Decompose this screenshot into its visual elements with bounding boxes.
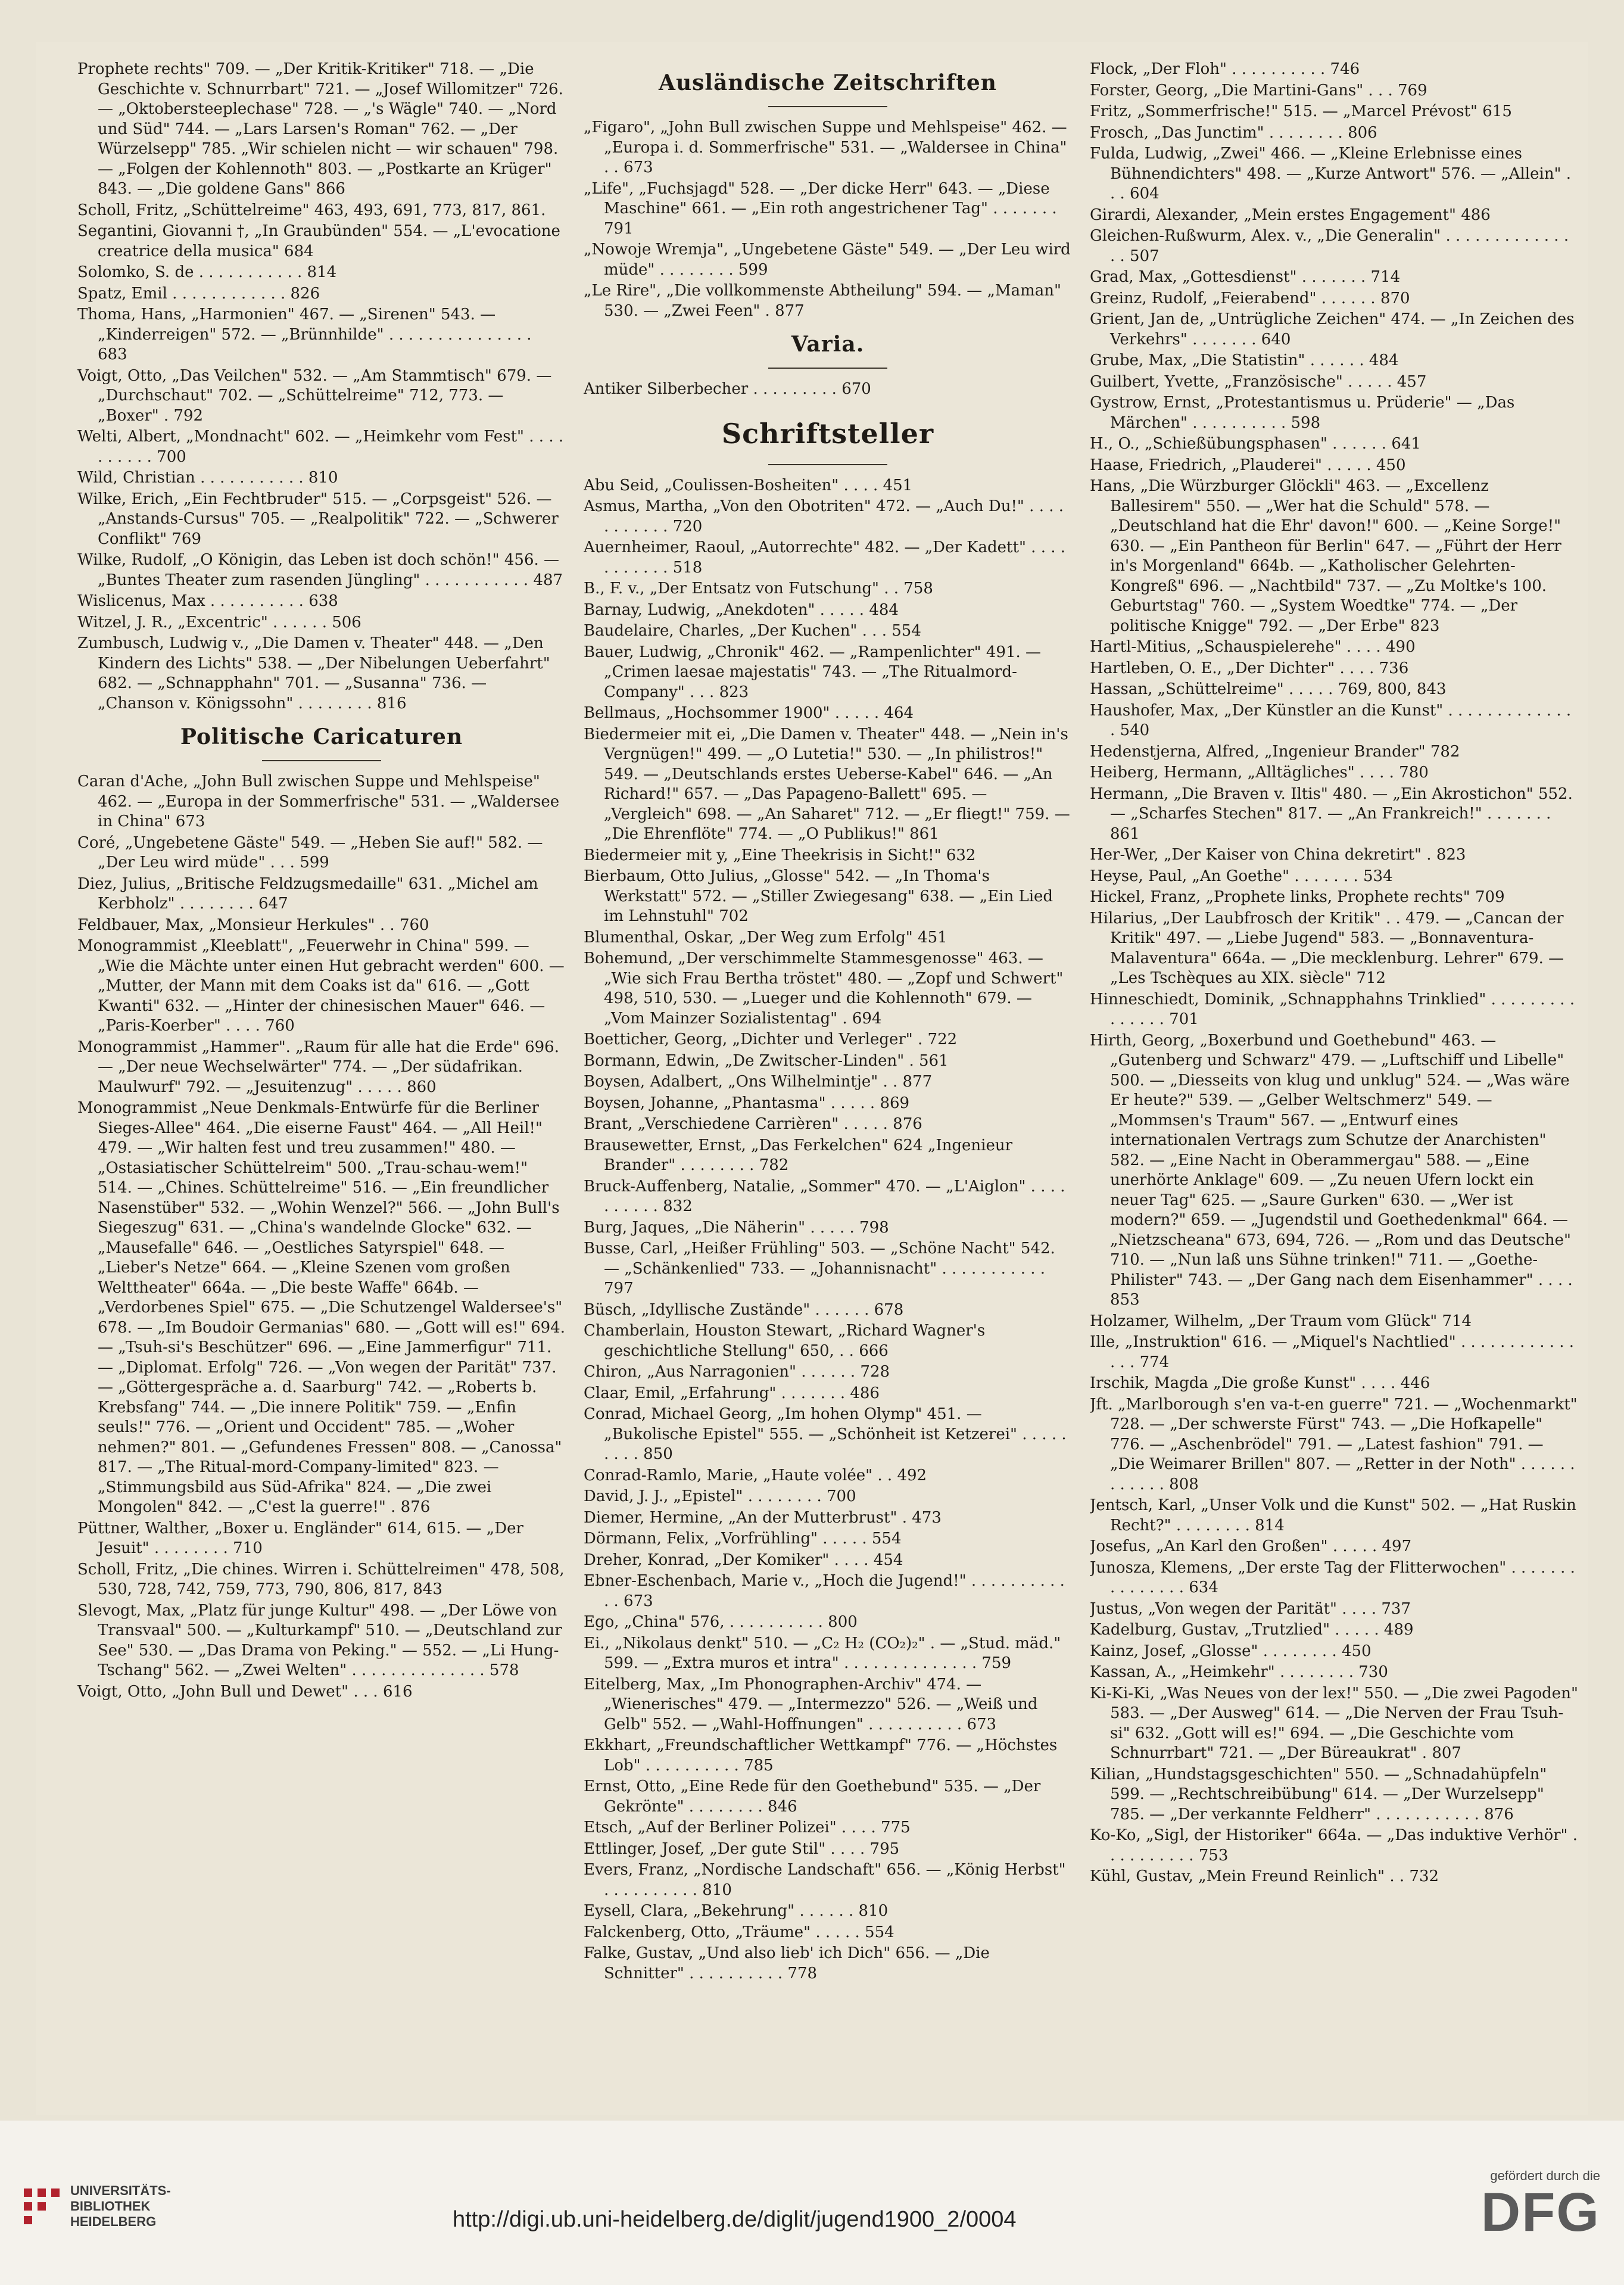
index-entry: Greinz, Rudolf, „Feierabend" . . . . . . 870 bbox=[1090, 289, 1410, 307]
index-entry: Holzamer, Wilhelm, „Der Traum vom Glück" 714 bbox=[1090, 1312, 1472, 1330]
section-heading: Varia. bbox=[791, 332, 865, 357]
section-rule bbox=[768, 368, 887, 369]
index-entry: Boysen, Adalbert, „Ons Wilhelmintje" . . 877 bbox=[584, 1073, 933, 1091]
index-entry: Feldbauer, Max, „Monsieur Herkules" . . 760 bbox=[77, 916, 429, 934]
index-entry: Irschik, Magda „Die große Kunst" . . . . 446 bbox=[1090, 1374, 1430, 1392]
index-entry: Büsch, „Idyllische Zustände" . . . . . . 678 bbox=[584, 1300, 904, 1319]
index-entry: Brant, „Verschiedene Carrièren" . . . . . 876 bbox=[584, 1115, 922, 1133]
index-entry: Grient, Jan de, „Untrügliche Zeichen" 474. — „In Zeichen des Verkehrs" . . . . . . . 640 bbox=[1090, 310, 1575, 348]
index-entry: Hinneschiedt, Dominik, „Schnapphahns Trinklied" . . . . . . . . . . . . . . . 701 bbox=[1090, 990, 1575, 1028]
index-entry: Evers, Franz, „Nordische Landschaft" 656. — „König Herbst" . . . . . . . . . . 810 bbox=[584, 1861, 1066, 1899]
index-entry: Falckenberg, Otto, „Träume" . . . . . 554 bbox=[584, 1923, 894, 1941]
index-entry: Conrad-Ramlo, Marie, „Haute volée" . . 492 bbox=[584, 1466, 927, 1484]
index-entry: Diemer, Hermine, „An der Mutterbrust" . 473 bbox=[584, 1508, 942, 1527]
index-entry: Heyse, Paul, „An Goethe" . . . . . . . 534 bbox=[1090, 867, 1393, 885]
index-entry: Grube, Max, „Die Statistin" . . . . . . 484 bbox=[1090, 351, 1399, 369]
index-entry: Hassan, „Schüttelreime" . . . . . 769, 800, 843 bbox=[1090, 680, 1447, 698]
index-entry: Thoma, Hans, „Harmonien" 467. — „Sirenen" 543. — „Kinderreigen" 572. — „Brünnhilde" . . . . . . . . . . . . . . . 683 bbox=[77, 306, 532, 363]
index-entry: Haushofer, Max, „Der Künstler an die Kunst" . . . . . . . . . . . . . . 540 bbox=[1090, 701, 1572, 739]
index-entry: „Life", „Fuchsjagd" 528. — „Der dicke Herr" 643. — „Diese Maschine" 661. — „Ein roth angestrichener Tag" . . . . . . . 791 bbox=[584, 179, 1057, 238]
index-entry: Bormann, Edwin, „De Zwitscher-Linden" . 561 bbox=[584, 1051, 949, 1070]
index-entry: Josefus, „An Karl den Großen" . . . . . 497 bbox=[1090, 1537, 1412, 1555]
index-entry: Justus, „Von wegen der Parität" . . . . 737 bbox=[1090, 1599, 1411, 1618]
index-entry: Slevogt, Max, „Platz für junge Kultur" 498. — „Der Löwe von Transvaal" 500. — „Kulturkampf" 510. — „Deutschland zur See" 530. — „Das Drama von Peking." — 552. — „Li Hung-Tschang" 562. — „Zwei Welten" . . . . . . . . . . . . . . 578 bbox=[77, 1601, 562, 1679]
index-entry: Eitelberg, Max, „Im Phonographen-Archiv" 474. — „Wienerisches" 479. — „Intermezzo" 526. — „Weiß und Gelb" 552. — „Wahl-Hoffnungen" . . . . . . . . . . 673 bbox=[584, 1675, 1038, 1733]
index-entry: Boetticher, Georg, „Dichter und Verleger" . 722 bbox=[584, 1031, 958, 1048]
index-entry: Flock, „Der Floh" . . . . . . . . . . 746 bbox=[1090, 60, 1360, 78]
index-entry: Girardi, Alexander, „Mein erstes Engagement" 486 bbox=[1090, 206, 1491, 224]
section-heading: Politische Caricaturen bbox=[180, 724, 463, 749]
index-entry: B., F. v., „Der Entsatz von Futschung" . . 758 bbox=[584, 580, 933, 597]
index-entry: Bauer, Ludwig, „Chronik" 462. — „Rampenlichter" 491. — „Crimen laesae majestatis" 743. — „The Ritualmord-Company" . . . 823 bbox=[584, 643, 1042, 701]
index-entry: Hilarius, „Der Laubfrosch der Kritik" . . 479. — „Cancan der Kritik" 497. — „Liebe Jugend" 583. — „Bonnaventura-Malaventura" 664a. — „Die mecklenburg. Lehrer" 679. — „Les Tschèques au XIX. siècle" 712 bbox=[1090, 909, 1564, 987]
index-entry: Jentsch, Karl, „Unser Volk und die Kunst" 502. — „Hat Ruskin Recht?" . . . . . . . . 814 bbox=[1090, 1496, 1576, 1534]
viewer-footer bbox=[0, 2121, 1624, 2285]
index-entry: David, J. J., „Epistel" . . . . . . . . 700 bbox=[584, 1487, 856, 1505]
index-entry: Fritz, „Sommerfrische!" 515. — „Marcel Prévost" 615 bbox=[1090, 102, 1512, 120]
index-entry: Dreher, Konrad, „Der Komiker" . . . . 454 bbox=[584, 1551, 903, 1569]
index-entry: Blumenthal, Oskar, „Der Weg zum Erfolg" 451 bbox=[584, 928, 947, 947]
index-entry: Witzel, J. R., „Excentric" . . . . . . 506 bbox=[77, 613, 361, 631]
index-entry: Burg, Jaques, „Die Näherin" . . . . . 798 bbox=[584, 1218, 889, 1237]
index-entry: Bruck-Auffenberg, Natalie, „Sommer" 470. — „L'Aiglon" . . . . . . . . . . 832 bbox=[584, 1177, 1065, 1215]
index-entry: Spatz, Emil . . . . . . . . . . . . 826 bbox=[77, 284, 320, 303]
permalink-url[interactable]: http://digi.ub.uni-heidelberg.de/diglit/jugend1900_2/0004 bbox=[453, 2207, 1017, 2232]
column-3 bbox=[1090, 60, 1578, 2115]
index-entry: Guilbert, Yvette, „Französische" . . . . . 457 bbox=[1090, 372, 1427, 391]
section-rule bbox=[768, 106, 887, 107]
index-entry: Ille, „Instruktion" 616. — „Miquel's Nachtlied" . . . . . . . . . . . . . . . 774 bbox=[1090, 1333, 1575, 1371]
index-entry: Ei., „Nikolaus denkt" 510. — „C₂ H₂ (CO₂)₂" . — „Stud. mäd." 599. — „Extra muros et intra" . . . . . . . . . . . . . . 759 bbox=[584, 1634, 1061, 1672]
index-entry: Eysell, Clara, „Bekehrung" . . . . . . 810 bbox=[584, 1902, 889, 1920]
index-entry: Ernst, Otto, „Eine Rede für den Goethebund" 535. — „Der Gekrönte" . . . . . . . . 846 bbox=[584, 1777, 1041, 1816]
index-entry: Ettlinger, Josef, „Der gute Stil" . . . . 795 bbox=[584, 1839, 900, 1858]
index-entry: Welti, Albert, „Mondnacht" 602. — „Heimkehr vom Fest" . . . . . . . . . . 700 bbox=[77, 428, 564, 466]
index-entry: H., O., „Schießübungsphasen" . . . . . . 641 bbox=[1090, 435, 1421, 453]
index-entry: Frosch, „Das Junctim" . . . . . . . . 806 bbox=[1090, 123, 1377, 142]
index-entry: Diez, Julius, „Britische Feldzugsmedaille" 631. „Michel am Kerbholz" . . . . . . . . 647 bbox=[77, 874, 538, 913]
index-entry: Brausewetter, Ernst, „Das Ferkelchen" 624 „Ingenieur Brander" . . . . . . . . 782 bbox=[584, 1136, 1013, 1174]
index-entry: Antiker Silberbecher . . . . . . . . . 670 bbox=[584, 380, 871, 398]
index-entry: Hirth, Georg, „Boxerbund und Goethebund" 463. — „Gutenberg und Schwarz" 479. — „Luftschiff und Libelle" 500. — „Diesseits von klug und unklug" 524. — „Was wäre Er heute?" 539. — „Gelber Weltschmerz" 549. — „Mommsen's Traum" 567. — „Entwurf eines internationalen Vertrags zum Schutze der Anarchisten" 582. — „Eine Nacht in Oberammergau" 588. — „Eine unerhörte Anklage" 609. — „Zu neuen Ufern lockt ein neuer Tag" 625. — „Saure Gurken" 630. — „Wer ist modern?" 659. — „Jugendstil und Goethedenkmal" 664. — „Nietzscheana" 673, 694, 726. — „Rom und das Deutsche" 710. — „Nun laß uns Sühne trinken!" 711. — „Goethe-Philister" 743. — „Der Gang nach dem Eisenhammer" . . . . 853 bbox=[1090, 1031, 1573, 1309]
index-entry: Wild, Christian . . . . . . . . . . . 810 bbox=[77, 469, 338, 487]
scanned-page bbox=[36, 42, 1588, 2115]
index-entry: Monogrammist „Neue Denkmals-Entwürfe für die Berliner Sieges-Allee" 464. „Die eiserne Faust" 464. — „All Heil!" 479. — „Wir halten fest und treu zusammen!" 480. — „Ostasiatischer Schüttelreim" 500. „Trau-schau-wem!" 514. — „Chines. Schüttelreime" 516. — „Ein freundlicher Nasenstüber" 532. — „Wohin Wenzel?" 566. — „John Bull's Siegeszug" 631. — „China's wandelnde Glocke" 632. — „Mausefalle" 646. — „Oestliches Satyrspiel" 648. — „Lieber's Netze" 664. — „Kleine Szenen vom großen Welttheater" 664a. — „Die beste Waffe" 664b. — „Verdorbenes Spiel" 675. — „Die Schutzengel Waldersee's" 678. — „Im Boudoir Germanias" 680. — „Gott will es!" 694. — „Tsuh-si's Beschützer" 696. — „Eine Jammerfigur" 711. — „Diplomat. Erfolg" 726. — „Von wegen der Parität" 737. — „Göttergespräche a. d. Saarburg" 742. — „Roberts b. Krebsfang" 744. — „Die innere Politik" 759. — „Enfin seuls!" 776. — „Orient und Occident" 785. — „Woher nehmen?" 801. — „Gefundenes Fressen" 808. — „Canossa" 817. — „The Ritual-mord-Company-limited" 823. — „Stimmungsbild aus Süd-Afrika" 824. — „Die zwei Mongolen" 842. — „C'est la guerre!" . 876 bbox=[77, 1099, 565, 1516]
column-1 bbox=[77, 60, 566, 2115]
index-entry: Biedermeier mit y, „Eine Theekrisis in Sicht!" 632 bbox=[584, 846, 976, 864]
index-entry: Solomko, S. de . . . . . . . . . . . 814 bbox=[77, 263, 337, 281]
index-entry: Busse, Carl, „Heißer Frühling" 503. — „Schöne Nacht" 542. — „Schänkenlied" 733. — „Johannisnacht" . . . . . . . . . . . 797 bbox=[584, 1240, 1055, 1297]
index-entry: Caran d'Ache, „John Bull zwischen Suppe und Mehlspeise" 462. — „Europa in der Sommerfrische" 531. — „Waldersee in China" 673 bbox=[77, 773, 560, 830]
index-entry: „Le Rire", „Die vollkommenste Abtheilung" 594. — „Maman" 530. — „Zwei Feen" . 877 bbox=[584, 282, 1061, 320]
index-entry: Bellmaus, „Hochsommer 1900" . . . . . 464 bbox=[584, 704, 914, 722]
index-entry: Biedermeier mit ei, „Die Damen v. Theater" 448. — „Nein in's Vergnügen!" 499. — „O Lutetia!" 530. — „In philistros!" 549. — „Deutschlands erstes Ueberse-Kabel" 646. — „An Richard!" 657. — „Das Papageno-Ballett" 695. — „Vergleich" 698. — „An Saharet" 712. — „Er fliegt!" 759. — „Die Ehrenflöte" 774. — „O Publikus!" 861 bbox=[584, 725, 1070, 843]
index-entry: Asmus, Martha, „Von den Obotriten" 472. — „Auch Du!" . . . . . . . . . . . 720 bbox=[584, 497, 1064, 536]
index-entry: Coré, „Ungebetene Gäste" 549. — „Heben Sie auf!" 582. — „Der Leu wird müde" . . . 599 bbox=[77, 833, 543, 871]
index-entry: Barnay, Ludwig, „Anekdoten" . . . . . 484 bbox=[584, 600, 899, 619]
index-entry: Zumbusch, Ludwig v., „Die Damen v. Theater" 448. — „Den Kindern des Lichts" 538. — „Der Nibelungen Ueberfahrt" 682. — „Schnapphahn" 701. — „Susanna" 736. — „Chanson v. Königssohn" . . . . . . . . 816 bbox=[77, 634, 550, 712]
index-entry: Falke, Gustav, „Und also lieb' ich Dich" 656. — „Die Schnitter" . . . . . . . . . . 778 bbox=[584, 1944, 990, 1982]
index-entry: Abu Seid, „Coulissen-Bosheiten" . . . . 451 bbox=[584, 476, 913, 494]
section-heading: Ausländische Zeitschriften bbox=[659, 70, 997, 95]
index-entry: Claar, Emil, „Erfahrung" . . . . . . . 486 bbox=[584, 1384, 880, 1402]
index-entry: Dörmann, Felix, „Vorfrühling" . . . . . 554 bbox=[584, 1530, 902, 1548]
index-entry: Bohemund, „Der verschimmelte Stammesgenosse" 463. — „Wie sich Frau Bertha tröstet" 480. — „Zopf und Schwert" 498, 510, 530. — „Lueger und die Kohlennoth" 679. — „Vom Mainzer Sozialistentag" . 694 bbox=[584, 950, 1064, 1028]
index-entry: Grad, Max, „Gottesdienst" . . . . . . . 714 bbox=[1090, 268, 1401, 286]
index-entry: Ebner-Eschenbach, Marie v., „Hoch die Jugend!" . . . . . . . . . . . . 673 bbox=[584, 1572, 1065, 1610]
index-entry: Ko-Ko, „Sigl, der Historiker" 664a. — „Das induktive Verhör" . . . . . . . . . . 753 bbox=[1090, 1826, 1578, 1864]
index-entry: Kainz, Josef, „Glosse" . . . . . . . . 450 bbox=[1090, 1642, 1371, 1660]
section-heading: Schriftsteller bbox=[721, 417, 934, 450]
index-entry: Kilian, „Hundstagsgeschichten" 550. — „Schnadahüpfeln" 599. — „Rechtschreibübung" 614. — „Der Wurzelsepp" 785. — „Der verkannte Feldherr" . . . . . . . . . . . 876 bbox=[1090, 1765, 1547, 1823]
index-entry: Ekkhart, „Freundschaftlicher Wettkampf" 776. — „Höchstes Lob" . . . . . . . . . . 785 bbox=[584, 1736, 1058, 1775]
index-entry: Hartleben, O. E., „Der Dichter" . . . . 736 bbox=[1090, 659, 1409, 677]
index-entry: Chamberlain, Houston Stewart, „Richard Wagner's geschichtliche Stellung" 650, . . 666 bbox=[584, 1322, 986, 1360]
index-entry: Prophete rechts" 709. — „Der Kritik-Kritiker" 718. — „Die Geschichte v. Schnurrbart" 721. — „Josef Willomitzer" 726. — „Oktobersteeplechase" 728. — „'s Wägle" 740. — „Nord und Süd" 744. — „Lars Larsen's Roman" 762. — „Der Würzelsepp" 785. „Wir schielen nicht — wir schauen" 798. — „Folgen der Kohlennoth" 803. — „Postkarte an Krüger" 843. — „Die goldene Gans" 866 bbox=[77, 60, 563, 198]
index-entry: Forster, Georg, „Die Martini-Gans" . . . 769 bbox=[1090, 81, 1427, 99]
index-entry: Hickel, Franz, „Prophete links, Prophete rechts" 709 bbox=[1090, 888, 1505, 906]
library-name: UNIVERSITÄTS- BIBLIOTHEK HEIDELBERG bbox=[70, 2183, 171, 2229]
index-entry: „Nowoje Wremja", „Ungebetene Gäste" 549. — „Der Leu wird müde" . . . . . . . . 599 bbox=[584, 241, 1071, 279]
section-rule bbox=[262, 760, 381, 761]
index-entry: Ki-Ki-Ki, „Was Neues von der lex!" 550. — „Die zwei Pagoden" 583. — „Der Ausweg" 614. — „Die Nerven der Frau Tsuh-si" 632. „Gott will es!" 694. — „Die Geschichte vom Schnurrbart" 721. — „Der Büreaukrat" . 807 bbox=[1090, 1684, 1578, 1762]
index-entry: Boysen, Johanne, „Phantasma" . . . . . 869 bbox=[584, 1094, 910, 1112]
dfg-logo-icon: DFG bbox=[1480, 2182, 1600, 2243]
index-entry: Kassan, A., „Heimkehr" . . . . . . . . 730 bbox=[1090, 1663, 1388, 1681]
column-2 bbox=[584, 60, 1072, 2115]
index-entry: Auernheimer, Raoul, „Autorrechte" 482. — „Der Kadett" . . . . . . . . . . . 518 bbox=[584, 538, 1066, 577]
index-entry: Voigt, Otto, „Das Veilchen" 532. — „Am Stammtisch" 679. — „Durchschaut" 702. — „Schüttelreime" 712, 773. — „Boxer" . 792 bbox=[77, 366, 552, 425]
index-entry: Hartl-Mitius, „Schauspielerehe" . . . . 490 bbox=[1090, 638, 1416, 656]
index-entry: Kadelburg, Gustav, „Trutzlied" . . . . . 489 bbox=[1090, 1621, 1414, 1639]
index-entry: Haase, Friedrich, „Plauderei" . . . . . 450 bbox=[1090, 456, 1406, 474]
index-entry: Etsch, „Auf der Berliner Polizei" . . . . 775 bbox=[584, 1819, 911, 1836]
index-entry: Hermann, „Die Braven v. Iltis" 480. — „Ein Akrostichon" 552. — „Scharfes Stechen" 817. — „An Frankreich!" . . . . . . . 861 bbox=[1090, 785, 1573, 843]
index-entry: „Figaro", „John Bull zwischen Suppe und Mehlspeise" 462. — „Europa i. d. Sommerfrische" 531. — „Waldersee in China" . . 673 bbox=[584, 119, 1067, 176]
index-entry: Püttner, Walther, „Boxer u. Engländer" 614, 615. — „Der Jesuit" . . . . . . . . 710 bbox=[77, 1519, 523, 1557]
section-rule bbox=[768, 464, 887, 465]
index-entry: Wilke, Erich, „Ein Fechtbruder" 515. — „Corpsgeist" 526. — „Anstands-Cursus" 705. — „Realpolitik" 722. — „Schwerer Conflikt" 769 bbox=[77, 490, 559, 548]
index-entry: Hans, „Die Würzburger Glöckli" 463. — „Excellenz Ballesirem" 550. — „Wer hat die Schuld" 578. — „Deutschland hat die Ehr' davon!" 600. — „Keine Sorge!" 630. — „Ein Pantheon für Berlin" 647. — „Führt der Herr in's Morgenland" 664b. — „Katholischer Gelehrten-Kongreß" 696. — „Nachtbild" 737. — „Zu Moltke's 100. Geburtstag" 760. — „System Woedtke" 774. — „Der politische Knigge" 792. — „Der Erbe" 823 bbox=[1090, 477, 1561, 635]
index-entry: Conrad, Michael Georg, „Im hohen Olymp" 451. — „Bukolische Epistel" 555. — „Schönheit ist Ketzerei" . . . . . . . . . 850 bbox=[584, 1405, 1067, 1463]
index-entry: Monogrammist „Hammer". „Raum für alle hat die Erde" 696. — „Der neue Wechselwärter" 774. — „Der südafrikan. Maulwurf" 792. — „Jesuitenzug" . . . . . 860 bbox=[77, 1038, 559, 1096]
index-entry: Junosza, Klemens, „Der erste Tag der Flitterwochen" . . . . . . . . . . . . . . . 634 bbox=[1090, 1558, 1575, 1596]
index-entry: Hedenstjerna, Alfred, „Ingenieur Brander" 782 bbox=[1090, 742, 1460, 761]
index-entry: Scholl, Fritz, „Schüttelreime" 463, 493, 691, 773, 817, 861. bbox=[77, 201, 546, 219]
index-entry: Chiron, „Aus Narragonien" . . . . . . 728 bbox=[584, 1363, 890, 1381]
index-entry: Monogrammist „Kleeblatt", „Feuerwehr in China" 599. — „Wie die Mächte unter einen Hut gebracht werden" 600. — „Mutter, der Mann mit dem Coaks ist da" 616. — „Gott Kwanti" 632. — „Hinter der chinesischen Mauer" 646. — „Paris-Koerber" . . . . 760 bbox=[77, 937, 565, 1035]
index-entry: Jft. „Marlborough s'en va-t-en guerre" 721. — „Wochenmarkt" 728. — „Der schwerste Fürst" 743. — „Die Hofkapelle" 776. — „Aschenbrödel" 791. — „Latest fashion" 791. — „Die Weimarer Brillen" 807. — „Retter in der Noth" . . . . . . . . . . . . 808 bbox=[1090, 1395, 1578, 1493]
index-entry: Voigt, Otto, „John Bull und Dewet" . . . 616 bbox=[77, 1682, 413, 1701]
index-entry: Wilke, Rudolf, „O Königin, das Leben ist doch schön!" 456. — „Buntes Theater zum rasenden Jüngling" . . . . . . . . . . . 487 bbox=[77, 551, 563, 589]
library-logo[interactable] bbox=[24, 2183, 171, 2230]
index-entry: Heiberg, Hermann, „Alltägliches" . . . . 780 bbox=[1090, 764, 1429, 782]
index-entry: Kühl, Gustav, „Mein Freund Reinlich" . . 732 bbox=[1090, 1867, 1439, 1885]
index-entry: Wislicenus, Max . . . . . . . . . . 638 bbox=[77, 592, 338, 610]
funder-logo[interactable] bbox=[1481, 2168, 1600, 2241]
index-entry: Baudelaire, Charles, „Der Kuchen" . . . 554 bbox=[584, 622, 921, 640]
funder-label: gefördert durch die bbox=[1490, 2168, 1600, 2183]
index-entry: Gleichen-Rußwurm, Alex. v., „Die Generalin" . . . . . . . . . . . . . . . 507 bbox=[1090, 227, 1569, 265]
index-entry: Fulda, Ludwig, „Zwei" 466. — „Kleine Erlebnisse eines Bühnendichters" 498. — „Kurze Antwort" 576. — „Allein" . . . 604 bbox=[1090, 145, 1572, 203]
index-entry: Bierbaum, Otto Julius, „Glosse" 542. — „In Thoma's Werkstatt" 572. — „Stiller Zwiegesang" 638. — „Ein Lied im Lehnstuhl" 702 bbox=[584, 867, 1053, 925]
index-entry: Gystrow, Ernst, „Protestantismus u. Prüderie" — „Das Märchen" . . . . . . . . . . 598 bbox=[1090, 394, 1515, 432]
library-logo-icon bbox=[24, 2189, 60, 2224]
index-entry: Her-Wer, „Der Kaiser von China dekretirt" . 823 bbox=[1090, 846, 1466, 864]
index-entry: Segantini, Giovanni †, „In Graubünden" 554. — „L'evocatione creatrice della musica" 684 bbox=[77, 222, 560, 260]
index-entry: Scholl, Fritz, „Die chines. Wirren i. Schüttelreimen" 478, 508, 530, 728, 742, 759, 773, 790, 806, 817, 843 bbox=[77, 1560, 565, 1598]
index-entry: Ego, „China" 576, . . . . . . . . . . 800 bbox=[584, 1613, 858, 1631]
